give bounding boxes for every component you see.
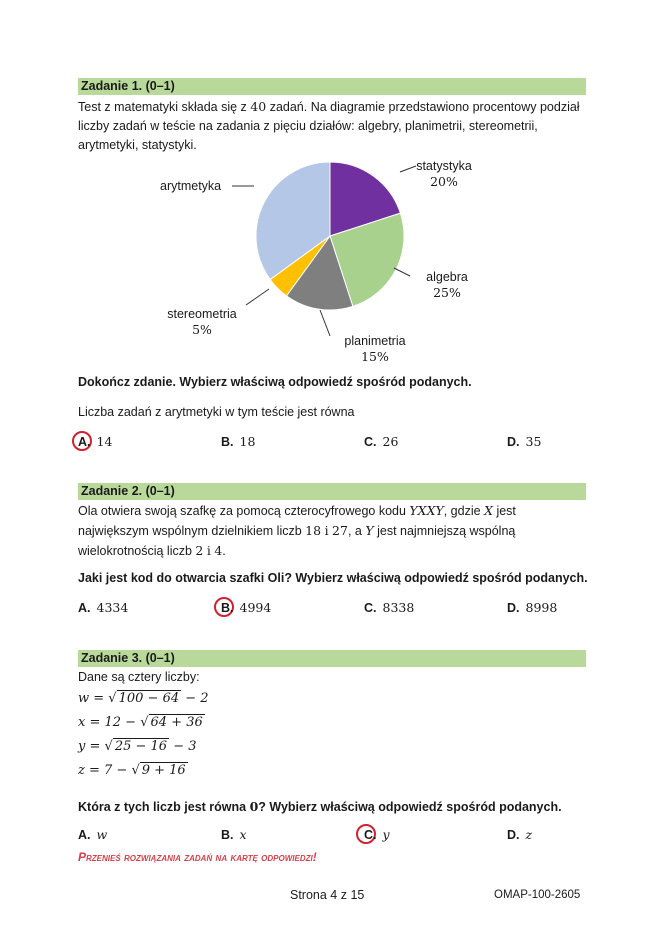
pie-label-stereometria-pct: 5% bbox=[192, 322, 212, 337]
task-1-intro-text-2: zadań. Na diagramie przedstawiono procentowy podział bbox=[269, 100, 580, 114]
option-value: x bbox=[239, 827, 247, 842]
pie-label-arytmetyka bbox=[160, 178, 232, 194]
option-letter: D. bbox=[507, 601, 520, 615]
task-1-intro bbox=[78, 97, 590, 155]
equation-radicand: 100 − 64 bbox=[118, 691, 180, 706]
conjunction: i bbox=[324, 523, 329, 538]
option-value: 14 bbox=[96, 434, 113, 449]
option-letter: B. bbox=[221, 601, 234, 615]
transfer-answers-note: Przenieś rozwiązania zadań na kartę odpowiedzi! bbox=[78, 850, 317, 864]
pie-label-planimetria bbox=[335, 333, 415, 365]
pie-label-stereometria bbox=[160, 306, 244, 338]
conjunction: i bbox=[206, 543, 211, 558]
task-2-line-2b: , a bbox=[347, 524, 362, 538]
task-1-option-d[interactable] bbox=[507, 434, 541, 449]
sqrt-icon: √ bbox=[131, 763, 140, 778]
equation-y bbox=[78, 738, 197, 754]
task-1-intro-line-3: arytmetyki, statystyki. bbox=[78, 138, 197, 152]
task-1-instruction: Dokończ zdanie. Wybierz właściwą odpowiedź spośród podanych. bbox=[78, 375, 472, 389]
task-3-header: Zadanie 3. (0–1) bbox=[78, 650, 586, 667]
task-1-option-c[interactable] bbox=[364, 434, 398, 449]
task-1-intro-line-2: liczby zadań w teście na zadania z pięciu działów: algebry, planimetrii, stereometrii, bbox=[78, 119, 538, 133]
task-3-option-b[interactable] bbox=[221, 827, 247, 842]
pie-label-arytmetyka-name: arytmetyka bbox=[160, 179, 222, 193]
task-1-option-b[interactable] bbox=[221, 434, 255, 449]
task-2-line-3-end: . bbox=[222, 544, 226, 558]
task-2-line-1b: , gdzie bbox=[443, 504, 481, 518]
equation-lhs: z = 7 − bbox=[78, 763, 132, 778]
option-letter: D. bbox=[507, 828, 520, 842]
pie-label-statystyka bbox=[404, 158, 484, 190]
option-letter: C. bbox=[364, 828, 377, 842]
option-value: z bbox=[525, 827, 533, 842]
pie-label-statystyka-pct: 20% bbox=[430, 174, 458, 189]
option-letter: A. bbox=[78, 435, 91, 449]
equation-lhs: y = bbox=[78, 739, 105, 754]
equation-w bbox=[78, 690, 209, 706]
variable-y: Y bbox=[365, 523, 374, 538]
page-number: Strona 4 z 15 bbox=[290, 888, 365, 902]
option-value: 18 bbox=[239, 434, 256, 449]
option-value: 4334 bbox=[96, 600, 129, 615]
pie-label-statystyka-name: statystyka bbox=[416, 159, 472, 173]
task-2-option-b[interactable] bbox=[221, 600, 271, 615]
task-2-text bbox=[78, 501, 590, 561]
option-letter: C. bbox=[364, 435, 377, 449]
task-2-option-d[interactable] bbox=[507, 600, 557, 615]
task-2-instruction: Jaki jest kod do otwarcia szafki Oli? Wybierz właściwą odpowiedź spośród podanych. bbox=[78, 571, 588, 585]
equation-z bbox=[78, 762, 188, 778]
pie-leader-line bbox=[394, 268, 410, 276]
option-value: 8338 bbox=[382, 600, 415, 615]
option-value: 8998 bbox=[525, 600, 558, 615]
option-value: w bbox=[96, 827, 108, 842]
equation-radicand: 64 + 36 bbox=[150, 715, 203, 730]
task-2-line-2: największym wspólnym dzielnikiem liczb bbox=[78, 524, 302, 538]
number-2: 2 bbox=[195, 543, 204, 558]
task-1-intro-number: 40 bbox=[250, 99, 267, 114]
task-2-line-2c: jest najmniejszą wspólną bbox=[377, 524, 516, 538]
sqrt-icon: √ bbox=[104, 739, 113, 754]
task-1-header: Zadanie 1. (0–1) bbox=[78, 78, 586, 95]
option-letter: B. bbox=[221, 828, 234, 842]
task-3-option-c[interactable] bbox=[364, 827, 390, 842]
equation-rest: − 2 bbox=[181, 691, 209, 706]
option-letter: B. bbox=[221, 435, 234, 449]
pie-label-algebra-pct: 25% bbox=[433, 285, 461, 300]
task-2-option-a[interactable] bbox=[78, 600, 128, 615]
task-3-option-d[interactable] bbox=[507, 827, 532, 842]
task-3-intro: Dane są cztery liczby: bbox=[78, 670, 200, 684]
number-zero: 0 bbox=[249, 799, 259, 814]
option-letter: A. bbox=[78, 601, 91, 615]
equation-lhs: x = 12 − bbox=[78, 715, 141, 730]
task-1-question: Liczba zadań z arytmetyki w tym teście jest równa bbox=[78, 405, 355, 419]
pie-label-stereometria-name: stereometria bbox=[167, 307, 237, 321]
number-18: 18 bbox=[305, 523, 322, 538]
exam-code: OMAP-100-2605 bbox=[494, 889, 581, 901]
option-value: y bbox=[382, 827, 390, 842]
pie-label-planimetria-pct: 15% bbox=[361, 349, 389, 364]
task-2-line-1c: jest bbox=[496, 504, 516, 518]
equation-rest: − 3 bbox=[169, 739, 197, 754]
sqrt-icon: √ bbox=[140, 715, 149, 730]
equation-x bbox=[78, 714, 205, 730]
task-2-option-c[interactable] bbox=[364, 600, 414, 615]
pie-label-algebra-name: algebra bbox=[426, 270, 468, 284]
task-1-intro-text: Test z matematyki składa się z bbox=[78, 100, 247, 114]
equation-radicand: 25 − 16 bbox=[114, 739, 168, 754]
task-3-instruction-a: Która z tych liczb jest równa bbox=[78, 800, 247, 814]
equation-radicand: 9 + 16 bbox=[141, 763, 186, 778]
variable-x: X bbox=[484, 503, 493, 518]
pie-leader-line bbox=[320, 310, 330, 336]
task-3-instruction bbox=[78, 797, 590, 817]
equation-lhs: w = bbox=[78, 691, 109, 706]
option-letter: A. bbox=[78, 828, 91, 842]
option-value: 26 bbox=[382, 434, 399, 449]
task-1-option-a[interactable] bbox=[78, 434, 112, 449]
option-letter: D. bbox=[507, 435, 520, 449]
pie-label-algebra bbox=[412, 269, 482, 301]
task-2-line-3: wielokrotnością liczb bbox=[78, 544, 192, 558]
task-3-option-a[interactable] bbox=[78, 827, 107, 842]
code-variable: YXXY bbox=[409, 503, 444, 518]
option-letter: C. bbox=[364, 601, 377, 615]
task-3-instruction-b: ? Wybierz właściwą odpowiedź spośród podanych. bbox=[258, 800, 562, 814]
number-27: 27 bbox=[332, 523, 348, 538]
option-value: 4994 bbox=[239, 600, 272, 615]
task-2-header: Zadanie 2. (0–1) bbox=[78, 483, 586, 500]
task-2-line-1: Ola otwiera swoją szafkę za pomocą czterocyfrowego kodu bbox=[78, 504, 406, 518]
sqrt-icon: √ bbox=[108, 691, 117, 706]
number-4: 4 bbox=[214, 543, 223, 558]
option-value: 35 bbox=[525, 434, 542, 449]
pie-leader-line bbox=[246, 289, 269, 305]
pie-label-planimetria-name: planimetria bbox=[344, 334, 406, 348]
